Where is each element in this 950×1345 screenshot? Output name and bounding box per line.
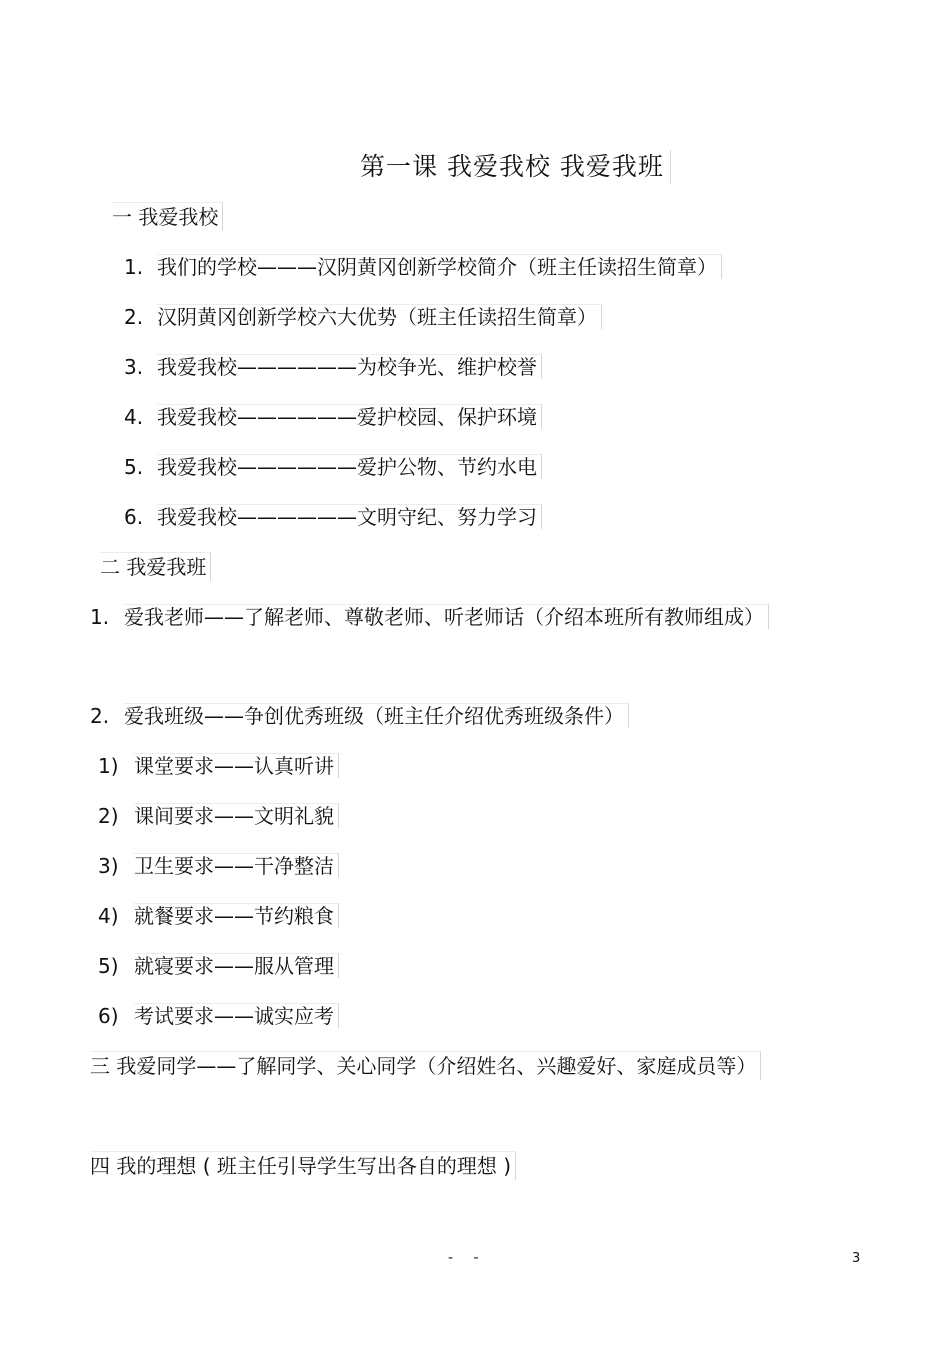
list-number: 1.: [124, 255, 144, 279]
list-text: 我爱我校——————文明守纪、努力学习: [157, 504, 542, 529]
list-number: 6.: [124, 505, 144, 529]
list-item: [90, 603, 769, 631]
list-item: [90, 702, 629, 730]
section-heading-school: 一 我爱我校: [112, 202, 223, 231]
sub-list-item: [98, 1002, 339, 1030]
footer-dots: - -: [448, 1250, 487, 1266]
list-number: 1.: [90, 605, 110, 629]
list-item: [124, 253, 722, 281]
list-text: 就寝要求——服从管理: [134, 953, 339, 978]
list-number: 2.: [124, 305, 144, 329]
section-heading-dream: 四 我的理想 ( 班主任引导学生写出各自的理想 ): [90, 1151, 516, 1180]
sub-list-item: [98, 802, 339, 830]
page-number: 3: [852, 1251, 861, 1266]
sub-list-item: [98, 752, 339, 780]
list-text: 课间要求——文明礼貌: [134, 803, 339, 828]
list-item: [124, 503, 542, 531]
list-text: 我爱我校——————为校争光、维护校誉: [157, 354, 542, 379]
list-text: 汉阴黄冈创新学校六大优势（班主任读招生简章）: [157, 304, 602, 329]
list-number: 1): [98, 754, 119, 778]
list-number: 2): [98, 804, 119, 828]
list-item: [124, 453, 542, 481]
sub-list-item: [98, 852, 339, 880]
sub-list-item: [98, 902, 339, 930]
list-text: 我爱我校——————爱护校园、保护环境: [157, 404, 542, 429]
list-text: 爱我老师——了解老师、尊敬老师、听老师话（介绍本班所有教师组成）: [124, 604, 769, 629]
list-text: 我爱我校——————爱护公物、节约水电: [157, 454, 542, 479]
list-text: 就餐要求——节约粮食: [134, 903, 339, 928]
list-item: [124, 353, 542, 381]
list-number: 2.: [90, 704, 110, 728]
list-number: 5.: [124, 455, 144, 479]
list-number: 4.: [124, 405, 144, 429]
list-item: [124, 403, 542, 431]
list-text: 考试要求——诚实应考: [134, 1003, 339, 1028]
list-text: 爱我班级——争创优秀班级（班主任介绍优秀班级条件）: [124, 703, 629, 728]
list-number: 6): [98, 1004, 119, 1028]
page-title: 第一课 我爱我校 我爱我班: [360, 150, 671, 184]
list-number: 3): [98, 854, 119, 878]
list-text: 卫生要求——干净整洁: [134, 853, 339, 878]
list-text: 课堂要求——认真听讲: [134, 753, 339, 778]
list-number: 3.: [124, 355, 144, 379]
list-number: 5): [98, 954, 119, 978]
sub-list-item: [98, 952, 339, 980]
list-number: 4): [98, 904, 119, 928]
list-item: [124, 303, 602, 331]
section-heading-classmates: 三 我爱同学——了解同学、关心同学（介绍姓名、兴趣爱好、家庭成员等）: [90, 1051, 761, 1080]
list-text: 我们的学校———汉阴黄冈创新学校简介（班主任读招生简章）: [157, 254, 722, 279]
section-heading-class: 二 我爱我班: [100, 552, 211, 581]
